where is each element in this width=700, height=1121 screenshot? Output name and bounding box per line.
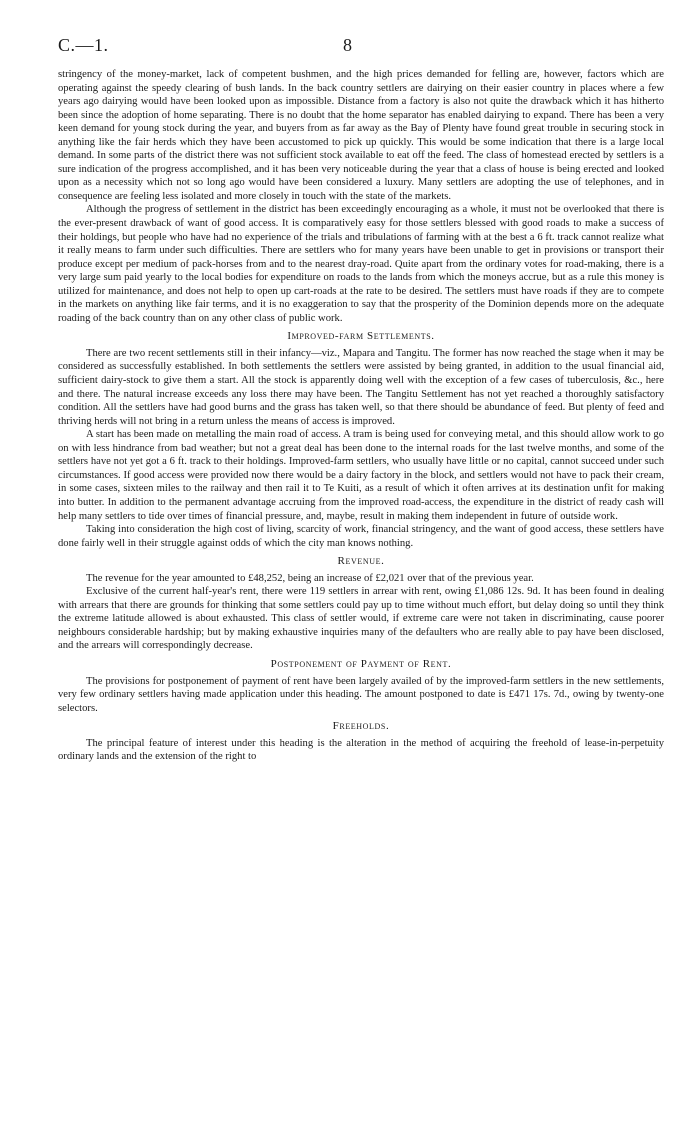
page-number: 8 (343, 35, 352, 55)
paragraph: The provisions for postponement of payment of rent have been largely availed of by the improved-farm settlers in the new settlements, very few ordinary settlers having made application under this heading. The amount postponed to date is £471 17s. 7d., owing by twenty-one selectors. (58, 675, 664, 714)
paragraph: Taking into consideration the high cost of living, scarcity of work, financial stringency, and the want of good access, these settlers have done fairly well in their struggle against odds of which the city man knows nothing. (58, 524, 664, 549)
paragraph: Exclusive of the current half-year's rent, there were 119 settlers in arrear with rent, owing £1,086 12s. 9d. It has been found in dealing with arrears that there are grounds for thinking that some settlers could pay up to time without much effort, but delay doing so until they think the extreme latitude allowed is about exhausted. This class of settler would, if extreme care were not taken in discriminating, cause poorer neighbours considerable hardship; but by making exhaustive inquiries many of the defaulters who are really able to pay have been disclosed, and the arrears will correspondingly decrease. (58, 586, 664, 652)
page-reference: C.—1. (58, 35, 109, 55)
page-header (58, 0, 664, 68)
section-heading: Postponement of Payment of Rent. (270, 657, 452, 670)
paragraph: stringency of the money-market, lack of competent bushmen, and the high prices demanded for felling are, however, factors which are operating against the speedy clearing of bush lands. In the back country settlers are dairying on their easier country in places where a few years ago dairying would have been looked upon as impossible. Distance from a factory is also not quite the drawback which it has hitherto been since the adoption of home separating. There is no doubt that the home separator has enabled dairying to expand. There has been a very keen demand for young stock during the year, and buyers from as far away as the Bay of Plenty have found great trouble in securing stock in anything like the fair herds which they have been accustomed to pick up quickly. This would be some indication that there is a large local demand. In some parts of the district there was not sufficient stock available to eat off the feed. The class of homestead erected by settlers is a sure indication of the progress accomplished, and it has been very noticeable during the year that a class of house is being erected and looked upon as a necessity which not so long ago would have been considered a luxury. Many settlers are adopting the use of telephones, and in consequence are feeling less isolated and more closely in touch with the state of the markets. (58, 69, 664, 202)
paragraph: Although the progress of settlement in the district has been exceedingly encouraging as a whole, it must not be overlooked that there is the ever-present drawback of want of good access. It is comparatively easy for those settlers blessed with good roads to make a success of their holdings, but people who have had no experience of the trials and tribulations of farming with at the best a 6 ft. track cannot realize what it really means to farm under such difficulties. There are settlers who for many years have been unable to get in provisions or transport their produce except per medium of pack-horses from and to the nearest dray-road. Quite apart from the ordinary votes for road-making, there is a very large sum paid yearly to the local bodies for expenditure on roads to the lands from which the moneys accrue, but as a rule this money is utilized for maintenance, and does not help to open up cart-roads at the rate to be desired. The settlers must have roads if they are to compete in the markets on anything like fair terms, and it is no exaggeration to say that the prosperity of the Dominion depends more on the adequate roading of the back country than on any other class of public work. (58, 204, 664, 324)
body-text (58, 68, 664, 764)
paragraph: The principal feature of interest under this heading is the alteration in the method of acquiring the freehold of lease-in-perpetuity ordinary lands and the extension of the right to (58, 737, 664, 763)
section-heading: Improved-farm Settlements. (287, 330, 435, 343)
paragraph: There are two recent settlements still in their infancy—viz., Mapara and Tangitu. The former has now reached the stage when it may be considered as successfully established. In both settlements the settlers were assisted by being granted, in addition to the usual financial aid, sufficient dairy-stock to give them a start. All the stock is apparently doing well with the exception of a few cases of tuberculosis, &c., here and there. The natural increase exceeds any loss there may have been. The Tangitu Settlement has not yet reached a thoroughly satisfactory condition. All the settlers have had good burns and the grass has taken well, so that there should be abundance of feed. But plenty of feed and thriving herds will not bring in a return unless the means of access is improved. (58, 347, 664, 427)
paragraph: The revenue for the year amounted to £48,252, being an increase of £2,021 over that of the previous year. (86, 572, 534, 584)
paragraph: A start has been made on metalling the main road of access. A tram is being used for conveying metal, and this should allow work to go on with less hindrance from bad weather; but not a great deal has been done to the internal roads for the last twelve months, and some of the settlers have not yet got a 6 ft. track to their holdings. Improved-farm settlers, who usually have little or no capital, cannot succeed under such circumstances. If good access were provided now there would be a dairy factory in the block, and settlers would not have to pack their cream, in some cases, sixteen miles to the railway and then rail it to Te Kuiti, as a result of which it often arrives at its destination unfit for making into butter. In addition to the permanent advantage accruing from the improved road-access, the expenditure in the district of ready cash will help many settlers to tide over times of financial pressure, and, maybe, result in making them independent in future of outside work. (58, 429, 664, 522)
section-heading: Revenue. (337, 555, 385, 568)
section-heading: Freeholds. (332, 720, 390, 733)
